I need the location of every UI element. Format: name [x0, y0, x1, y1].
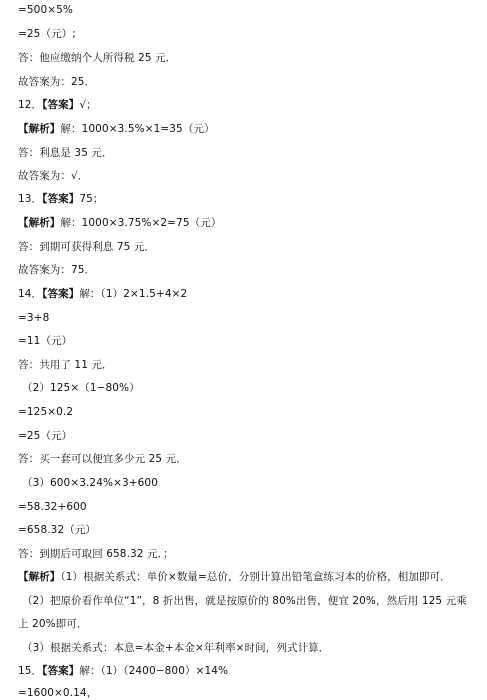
doc-line [18, 146, 113, 160]
text-segment: =1600×0.14， [18, 687, 98, 699]
text-segment: 答：到期可获得利息 75 元． [18, 241, 156, 253]
text-segment: =3+8 [18, 312, 50, 324]
doc-line [18, 547, 174, 561]
doc-line [18, 686, 97, 700]
text-segment: =125×0.2 [18, 406, 74, 418]
question-number: 14． [18, 288, 43, 300]
text-segment: 上 20%即可． [18, 618, 88, 630]
text-segment: 答：到期后可取回 658.32 元．； [18, 548, 174, 560]
analysis-label: 【解析】 [18, 571, 61, 583]
text-segment: 答：利息是 35 元． [18, 147, 113, 159]
text-segment: 解：1000×3.5%×1=35（元） [60, 123, 215, 135]
text-segment: 故答案为：75． [18, 264, 96, 276]
text-segment: √； [79, 99, 97, 111]
question-12-analysis [18, 122, 215, 136]
doc-line [18, 452, 187, 466]
doc-line [18, 334, 72, 348]
analysis-label: 【解析】 [18, 217, 61, 229]
question-13-answer [18, 192, 104, 206]
text-segment: =25（元） [18, 430, 73, 442]
doc-line [18, 3, 73, 17]
doc-line [18, 27, 76, 41]
doc-line [22, 381, 140, 395]
answer-label: 【答案】 [42, 99, 80, 111]
answer-label: 【答案】 [42, 288, 80, 300]
text-segment: （3）600×3.24%×3+600 [22, 477, 158, 489]
doc-line [22, 476, 158, 490]
text-segment: 故答案为：25． [18, 76, 96, 88]
doc-line [18, 500, 87, 514]
text-segment: 答：买一套可以便宜多少元 25 元． [18, 453, 187, 465]
answer-label: 【答案】 [42, 665, 80, 677]
doc-line [18, 405, 73, 419]
doc-line [22, 641, 329, 655]
text-segment: =658.32（元） [18, 524, 97, 536]
question-14-analysis [18, 570, 451, 584]
text-segment: =25（元）; [18, 28, 76, 40]
question-14-answer [18, 287, 187, 301]
text-segment: （2）把原价看作单位“1”，8 折出售，就是按原价的 80%出售，便宜 20%，然后用 125 元乘 [22, 595, 467, 607]
doc-line [18, 51, 176, 65]
text-segment: 解：（1）2×1.5+4×2 [79, 288, 188, 300]
text-segment: 故答案为：√． [18, 170, 89, 182]
doc-line [18, 263, 95, 277]
doc-line [18, 75, 95, 89]
doc-line [18, 358, 113, 372]
question-number: 15． [18, 665, 43, 677]
text-segment: =11（元） [18, 335, 73, 347]
text-segment: （2）125×（1−80%） [22, 382, 140, 394]
text-segment: 答：共用了 11 元． [18, 359, 113, 371]
text-segment: =58.32+600 [18, 501, 87, 513]
text-segment: 解：1000×3.75%×2=75（元） [60, 217, 222, 229]
question-number: 12． [18, 99, 43, 111]
doc-line [18, 240, 155, 254]
text-segment: （1）根据关系式：单价×数量=总价，分别计算出铅笔盒练习本的价格，相加即可． [60, 571, 451, 583]
analysis-label: 【解析】 [18, 123, 61, 135]
question-12-answer [18, 98, 97, 112]
text-segment: （3）根据关系式：本息=本金+本金×年利率×时间，列式计算． [22, 642, 330, 654]
text-segment: =500×5% [18, 4, 73, 16]
text-segment: 解：（1）（2400−800）×14% [79, 665, 229, 677]
text-segment: 答：他应缴纳个人所得税 25 元． [18, 52, 177, 64]
answer-label: 【答案】 [42, 193, 80, 205]
doc-line [18, 523, 96, 537]
doc-line [18, 169, 88, 183]
doc-line [18, 617, 87, 631]
text-segment: 75； [79, 193, 104, 205]
question-13-analysis [18, 216, 221, 230]
doc-line [22, 594, 467, 608]
doc-line [18, 311, 49, 325]
question-number: 13． [18, 193, 43, 205]
doc-line [18, 429, 72, 443]
question-15-answer [18, 664, 228, 678]
